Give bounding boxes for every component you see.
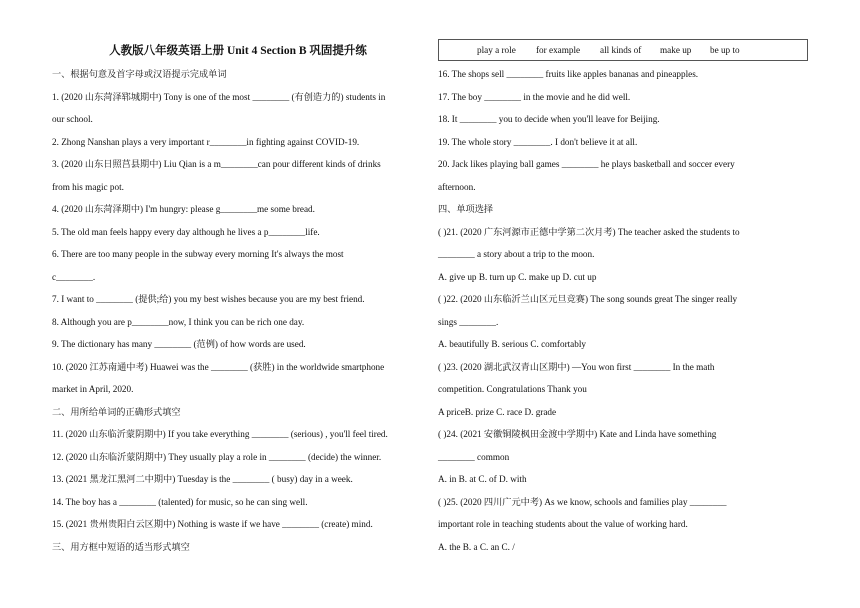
question-line: 12. (2020 山东临沂蒙阴期中) They usually play a role in ________ (decide) the winner. xyxy=(52,452,382,462)
section-heading-4: 四、单项选择 xyxy=(438,204,494,214)
question-line: 20. Jack likes playing ball games ________ he plays basketball and soccer every xyxy=(438,159,735,169)
question-line: 16. The shops sell ________ fruits like apples bananas and pineapples. xyxy=(438,69,699,79)
question-line: 2. Zhong Nanshan plays a very important r________in fighting against COVID-19. xyxy=(52,137,360,147)
question-line: from his magic pot. xyxy=(52,182,124,192)
page-title: 人教版八年级英语上册 Unit 4 Section B 巩固提升练 xyxy=(109,45,367,57)
question-line: 8. Although you are p________now, I think you can be rich one day. xyxy=(52,317,305,327)
question-line: 9. The dictionary has many ________ (范例) of how words are used. xyxy=(52,339,306,349)
question-line: competition. Congratulations Thank you xyxy=(438,384,587,394)
answer-options: A priceB. prize C. race D. grade xyxy=(438,407,557,417)
question-line: 10. (2020 江苏南通中考) Huawei was the ________ (获胜) in the worldwide smartphone xyxy=(52,362,385,372)
question-line: ( )21. (2020 广东河源市正德中学第二次月考) The teacher asked the students to xyxy=(438,227,740,237)
question-line: 14. The boy has a ________ (talented) for music, so he can sing well. xyxy=(52,497,308,507)
question-line: ( )22. (2020 山东临沂兰山区元旦竞赛) The song sounds great The singer really xyxy=(438,294,738,304)
question-line: c________. xyxy=(52,272,96,282)
question-line: ________ common xyxy=(438,452,510,462)
phrase-box xyxy=(438,39,808,61)
question-line: 5. The old man feels happy every day although he lives a p________life. xyxy=(52,227,320,237)
phrase-5: be up to xyxy=(710,45,740,55)
question-line: ________ a story about a trip to the moon. xyxy=(438,249,595,259)
question-line: 6. There are too many people in the subway every morning It's always the most xyxy=(52,249,344,259)
phrase-4: make up xyxy=(660,45,692,55)
section-heading-3: 三、用方框中短语的适当形式填空 xyxy=(52,542,190,552)
question-line: 17. The boy ________ in the movie and he did well. xyxy=(438,92,631,102)
question-line: sings ________. xyxy=(438,317,499,327)
section-heading-2: 二、用所给单词的正确形式填空 xyxy=(52,407,181,417)
question-line: 7. I want to ________ (提供;给) you my best wishes because you are my best friend. xyxy=(52,294,365,304)
question-line: ( )24. (2021 安徽铜陵枫田金渡中学期中) Kate and Linda have something xyxy=(438,429,717,439)
phrase-1: play a role xyxy=(477,45,516,55)
question-line: 18. It ________ you to decide when you'll leave for Beijing. xyxy=(438,114,660,124)
question-line: 11. (2020 山东临沂蒙阴期中) If you take everything ________ (serious) , you'll feel tired. xyxy=(52,429,388,439)
question-line: afternoon. xyxy=(438,182,476,192)
question-line: 15. (2021 贵州贵阳白云区期中) Nothing is waste if we have ________ (create) mind. xyxy=(52,519,373,529)
question-line: our school. xyxy=(52,114,93,124)
question-line: 1. (2020 山东菏泽郓城期中) Tony is one of the most ________ (有创造力的) students in xyxy=(52,92,386,102)
question-line: market in April, 2020. xyxy=(52,384,134,394)
question-line: 13. (2021 黑龙江黑河二中期中) Tuesday is the ________ ( busy) day in a week. xyxy=(52,474,353,484)
answer-options: A. give up B. turn up C. make up D. cut up xyxy=(438,272,597,282)
phrase-2: for example xyxy=(536,45,581,55)
question-line: 4. (2020 山东菏泽期中) I'm hungry: please g________me some bread. xyxy=(52,204,315,214)
question-line: ( )23. (2020 湖北武汉青山区期中) —You won first ________ In the math xyxy=(438,362,715,372)
question-line: ( )25. (2020 四川广元中考) As we know, schools and families play ________ xyxy=(438,497,727,507)
answer-options: A. the B. a C. an C. / xyxy=(438,542,515,552)
question-line: important role in teaching students about the value of working hard. xyxy=(438,519,688,529)
section-heading-1: 一、根据句意及首字母或汉语提示完成单词 xyxy=(52,69,227,79)
answer-options: A. in B. at C. of D. with xyxy=(438,474,527,484)
phrase-3: all kinds of xyxy=(600,45,642,55)
question-line: 3. (2020 山东日照莒县期中) Liu Qian is a m________can pour different kinds of drinks xyxy=(52,159,381,169)
answer-options: A. beautifully B. serious C. comfortably xyxy=(438,339,586,349)
question-line: 19. The whole story ________. I don't believe it at all. xyxy=(438,137,638,147)
